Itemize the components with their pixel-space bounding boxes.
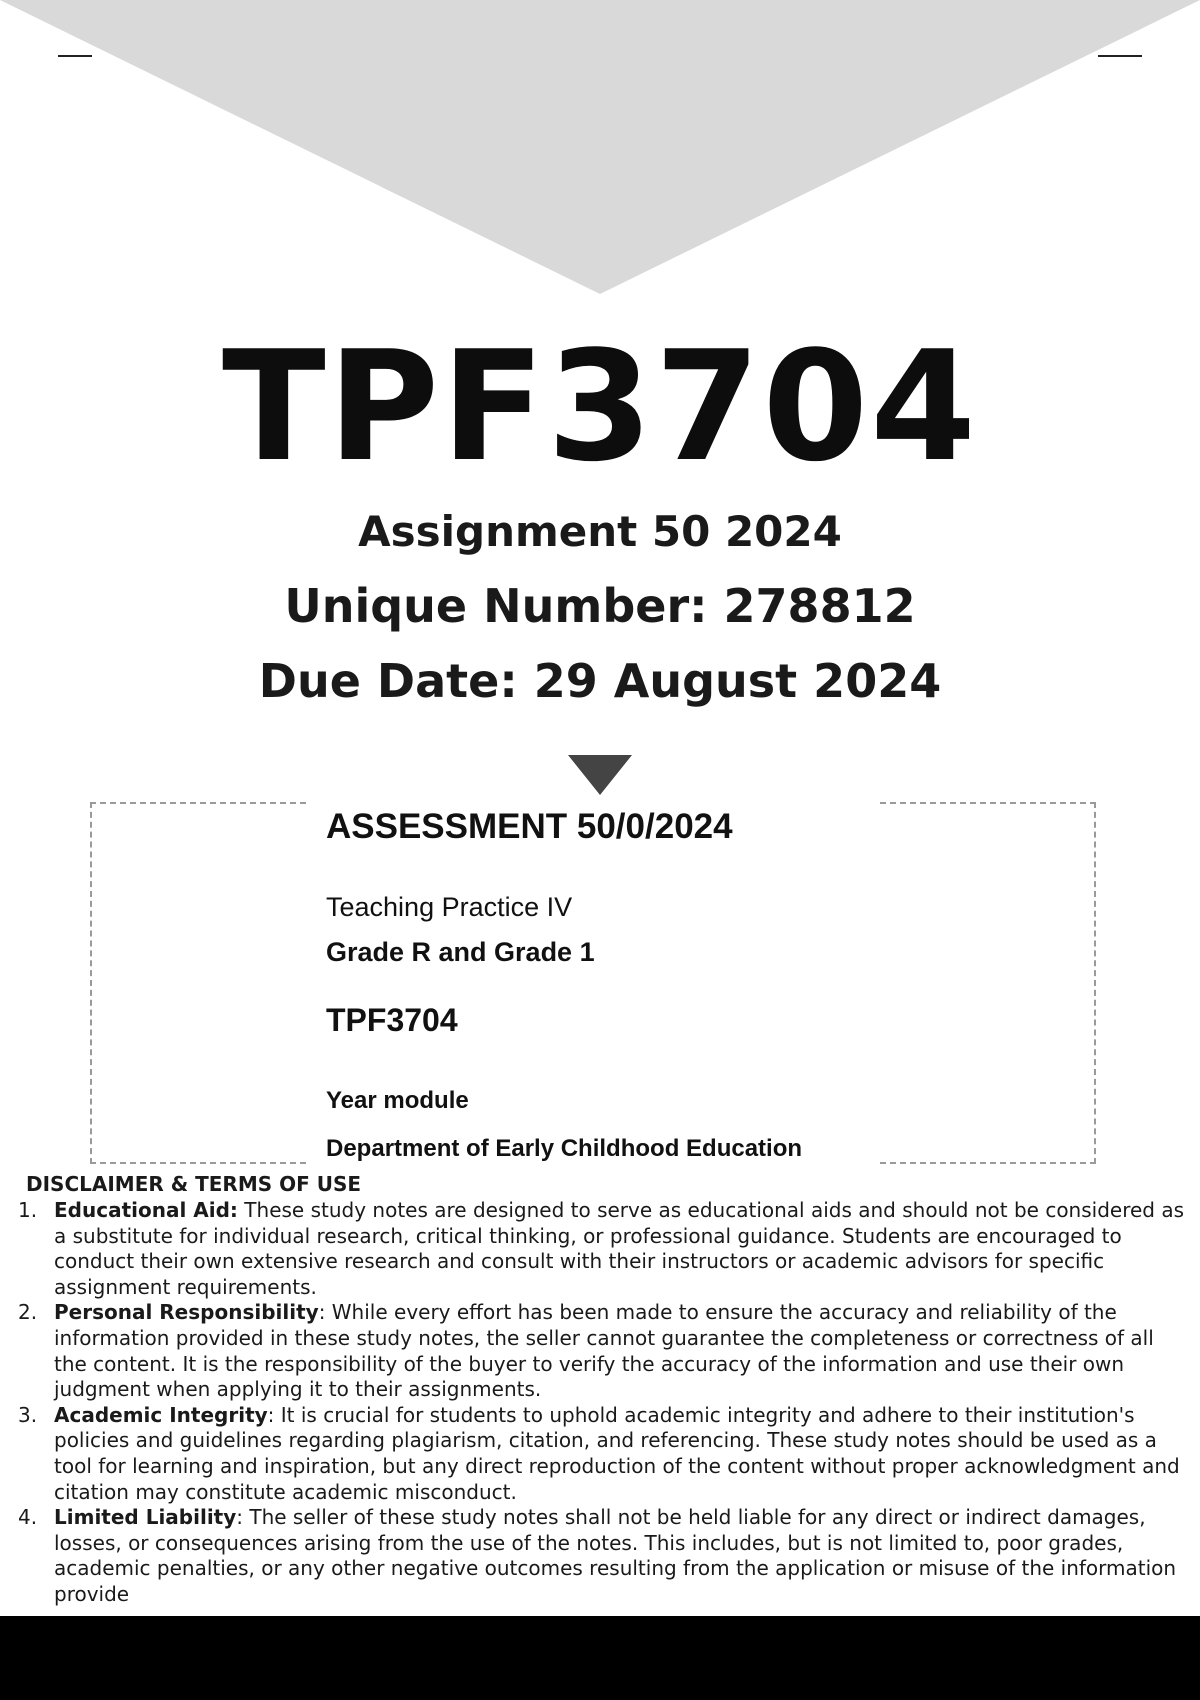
assessment-department: Department of Early Childhood Education: [326, 1135, 803, 1162]
unique-number-line: Unique Number: 278812: [284, 579, 916, 633]
disclaimer-item: [0, 1505, 1200, 1607]
disclaimer-item-label: Limited Liability: [54, 1505, 237, 1530]
disclaimer-item: [0, 1198, 1200, 1300]
disclaimer-item-label: Personal Responsibility: [54, 1300, 319, 1325]
disclaimer-item-text: These study notes are designed to serve as educational aids and should not be considered as a substitute for individual research, critical thinking, or professional guidance. Students are encouraged to conduct their own extensive research and consult with their instructors or academic advisors for specific assignment requirements.: [54, 1198, 1185, 1299]
disclaimer-item: [0, 1403, 1200, 1505]
disclaimer-item-text: : The seller of these study notes shall not be held liable for any direct or indirect damages, losses, or consequences arising from the use of the notes. This includes, but is not limited to, poor grades, academic penalties, or any other negative outcomes resulting from the application or misuse of the information provide: [54, 1505, 1177, 1606]
disclaimer-item-label: Educational Aid:: [54, 1198, 238, 1222]
assessment-grades: Grade R and Grade 1: [326, 937, 595, 967]
assignment-line: Assignment 50 2024: [358, 507, 842, 556]
down-arrow-icon: [568, 755, 632, 795]
disclaimer-item-label: Academic Integrity: [54, 1402, 268, 1427]
disclaimer-item-number: 4.: [18, 1505, 38, 1530]
footer-bar: [0, 1616, 1200, 1700]
corner-mark-right: [1098, 55, 1142, 57]
disclaimer-item-text: : It is crucial for students to uphold academic integrity and adhere to their institution's policies and guidelines regarding plagiarism, citation, and referencing. These study notes should be used as a tool for learning and inspiration, but any direct reproduction of the content without proper acknowledgment and citation may constitute academic misconduct.: [54, 1402, 1180, 1504]
disclaimer-item-number: 2.: [18, 1300, 38, 1325]
disclaimer-item-text: : While every effort has been made to ensure the accuracy and reliability of the information provided in these study notes, the seller cannot guarantee the completeness or correctness of all the content. It is the responsibility of the buyer to verify the accuracy of the information and use their own judgment when applying it to their assignments.: [54, 1300, 1154, 1402]
due-date-line: Due Date: 29 August 2024: [258, 654, 942, 708]
assessment-module-type: Year module: [326, 1087, 469, 1114]
course-code-title: TPF3704: [222, 318, 978, 495]
assessment-heading: ASSESSMENT 50/0/2024: [326, 807, 733, 846]
disclaimer-item-number: 3.: [18, 1402, 38, 1427]
disclaimer-title: DISCLAIMER & TERMS OF USE: [26, 1172, 362, 1196]
disclaimer-item: [0, 1300, 1200, 1402]
header-chevron-graphic: [0, 0, 1200, 300]
assessment-subject: Teaching Practice IV: [326, 892, 573, 922]
assessment-code: TPF3704: [326, 1002, 458, 1038]
corner-mark-left: [58, 55, 92, 57]
disclaimer-section: [0, 1172, 1200, 1608]
disclaimer-item-number: 1.: [18, 1198, 38, 1222]
